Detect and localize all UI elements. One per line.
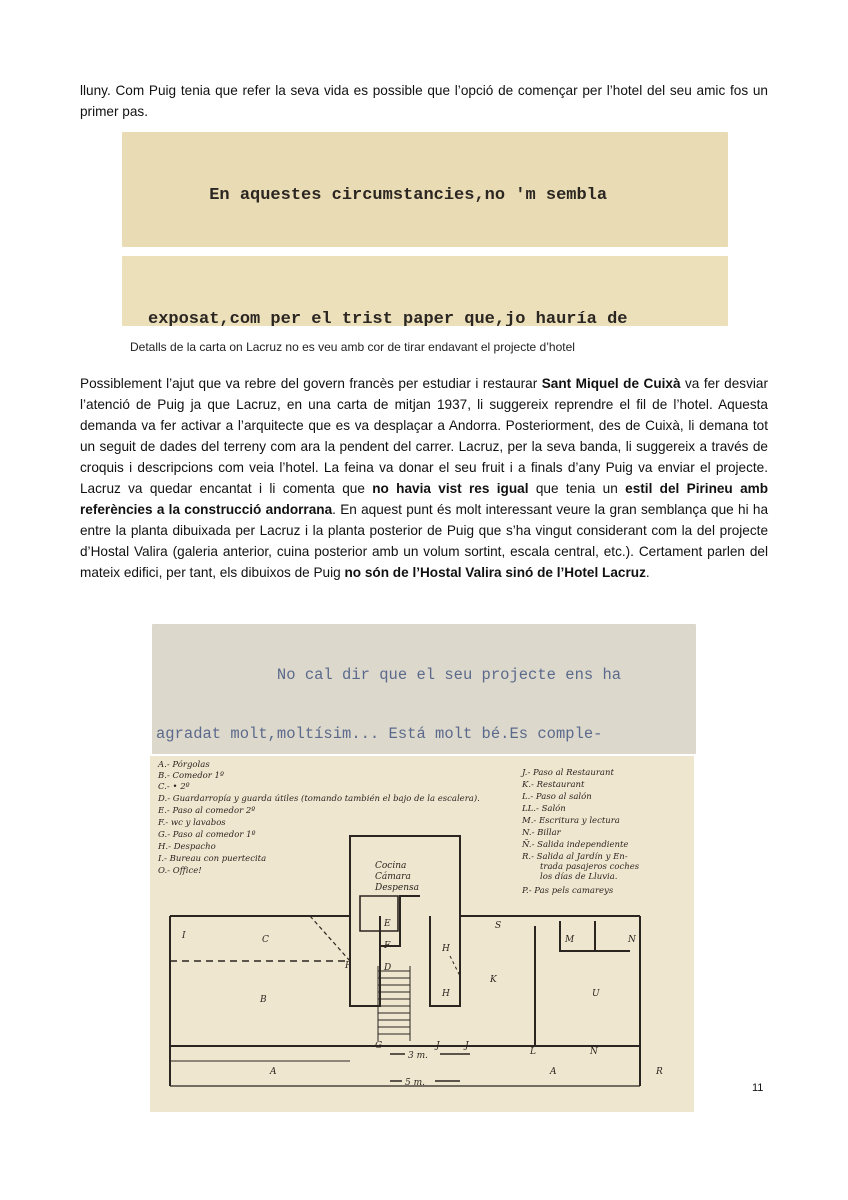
legend-item: I.- Bureau con puertecita bbox=[158, 854, 267, 864]
text-span: va fer desviar l’atenció de Puig ja que Lacruz, en una carta de mitjan 1937, li suggereix reprendre el fil de l’hotel. Aquesta demanda va fer activar a l’arquitecte que es va desplaçar a Andorra. Posteriorment, des de Cuixà, li demana tot un seguit de dades del terreny com ara la pendent del carrer. Lacruz, per la seva banda, li suggereix a través de croquis i descripcions com veia l’hotel. La feina va donar el seu fruit i a finals d’any Puig va enviar el projecte. Lacruz va quedar encantat i li comenta que bbox=[80, 376, 768, 496]
legend-item: Ñ.- Salida independiente bbox=[522, 840, 629, 850]
text-span: que tenia un bbox=[528, 481, 626, 496]
bold-span: Sant Miquel de Cuixà bbox=[541, 376, 681, 391]
room-letter: H bbox=[442, 944, 450, 954]
legend-item: L.- Paso al salón bbox=[522, 792, 592, 802]
plan-labels bbox=[181, 861, 663, 1088]
legend-item: los días de Lluvia. bbox=[540, 872, 618, 882]
room-letter: R bbox=[656, 1067, 663, 1077]
letter-text-3 bbox=[156, 627, 621, 754]
figure-caption: Detalls de la carta on Lacruz no es veu amb cor de tirar endavant el projecte d’hotel bbox=[130, 340, 575, 354]
kitchen-label: Despensa bbox=[375, 883, 420, 893]
room-letter: P bbox=[345, 961, 352, 971]
room-letter: J bbox=[436, 1041, 440, 1051]
legend-item: C.- • 2º bbox=[158, 782, 190, 792]
legend-item: O.- Office! bbox=[158, 866, 202, 876]
legend-item: E.- Paso al comedor 2º bbox=[158, 806, 256, 816]
letter-text-1 bbox=[148, 138, 638, 247]
letter-line: exposat,com per el trist paper que,jo hauría de bbox=[148, 310, 628, 326]
legend-item: J.- Paso al Restaurant bbox=[522, 768, 614, 778]
text-span: . En aquest punt és molt interessant veure la gran semblança que hi ha entre la planta dibuixada per Lacruz i la planta posterior de Puig que s’ha vingut considerant com la del projecte d’Hostal Valira (galeria anterior, cuina posterior amb un volum sortint, escala central, etc.). Certament parlen del mateix edifici, per tant, els dibuixos de Puig bbox=[80, 502, 768, 580]
room-letter: D bbox=[384, 963, 392, 973]
room-letter: A bbox=[270, 1067, 277, 1077]
legend-item: LL.- Salón bbox=[522, 804, 566, 814]
room-letter: Ñ bbox=[590, 1047, 598, 1057]
room-letter: G bbox=[375, 1041, 383, 1051]
letter-scan-2 bbox=[122, 256, 728, 326]
letter-line: No cal dir que el seu projecte ens ha bbox=[156, 666, 622, 684]
letter-scan-1 bbox=[122, 132, 728, 247]
legend-item: F.- wc y lavabos bbox=[158, 818, 226, 828]
legend-item: N.- Billar bbox=[522, 828, 561, 838]
letter-line: agradat molt,moltísim... Está molt bé.Es comple- bbox=[156, 724, 603, 743]
legend-item: R.- Salida al Jardín y En- bbox=[522, 852, 628, 862]
letter-scan-3 bbox=[152, 624, 696, 754]
room-letter: S bbox=[495, 921, 502, 931]
paragraph-main bbox=[80, 373, 768, 583]
room-letter: M bbox=[565, 935, 575, 945]
legend-item: M.- Escritura y lectura bbox=[522, 816, 620, 826]
legend-item: A.- Pórgolas bbox=[158, 760, 210, 770]
room-letter: B bbox=[260, 995, 267, 1005]
legend-item: H.- Despacho bbox=[158, 842, 216, 852]
room-letter: J bbox=[465, 1041, 469, 1051]
text-span: Possiblement l’ajut que va rebre del govern francès per estudiar i restaurar bbox=[80, 376, 542, 391]
floor-plan-drawing bbox=[150, 756, 694, 1112]
paragraph-intro: lluny. Com Puig tenia que refer la seva vida es possible que l’opció de començar per l’hotel del seu amic fos un primer pas. bbox=[80, 83, 768, 119]
bold-span: no són de l’Hostal Valira sinó de l’Hotel Lacruz bbox=[344, 565, 646, 580]
legend-item: D.- Guardarropía y guarda útiles (tomando también el bajo de la escalera). bbox=[158, 794, 480, 804]
letter-line: En aquestes circumstancies,no 'm sembla bbox=[148, 186, 608, 205]
letter-text-2 bbox=[148, 262, 648, 326]
legend-item: K.- Restaurant bbox=[522, 780, 585, 790]
dimension-label: 3 m. bbox=[408, 1051, 428, 1061]
room-letter: H bbox=[442, 989, 450, 999]
kitchen-label: Cámara bbox=[375, 872, 411, 882]
room-letter: N bbox=[628, 935, 636, 945]
bold-span: estil del Pirineu amb referències a la construcció andorrana bbox=[80, 481, 769, 517]
floor-plan-sketch bbox=[150, 756, 694, 1112]
room-letter: U bbox=[592, 989, 600, 999]
text-span: . bbox=[645, 565, 650, 580]
legend-item: trada pasajeros coches bbox=[540, 862, 640, 872]
dimension-label: 5 m. bbox=[405, 1078, 425, 1088]
room-letter: K bbox=[490, 975, 497, 985]
room-letter: E bbox=[384, 919, 391, 929]
bold-span: no havia vist res igual bbox=[372, 481, 529, 496]
legend-item: B.- Comedor 1º bbox=[158, 771, 224, 781]
room-letter: A bbox=[550, 1067, 557, 1077]
legend-item: G.- Paso al comedor 1º bbox=[158, 830, 256, 840]
legend-item: P.- Pas pels camareys bbox=[522, 886, 614, 896]
kitchen-label: Cocina bbox=[375, 861, 407, 871]
room-letter: F bbox=[384, 941, 391, 951]
page-number: 11 bbox=[752, 1082, 764, 1094]
room-letter: C bbox=[262, 935, 269, 945]
room-letter: L bbox=[530, 1047, 536, 1057]
room-letter: I bbox=[182, 931, 186, 941]
